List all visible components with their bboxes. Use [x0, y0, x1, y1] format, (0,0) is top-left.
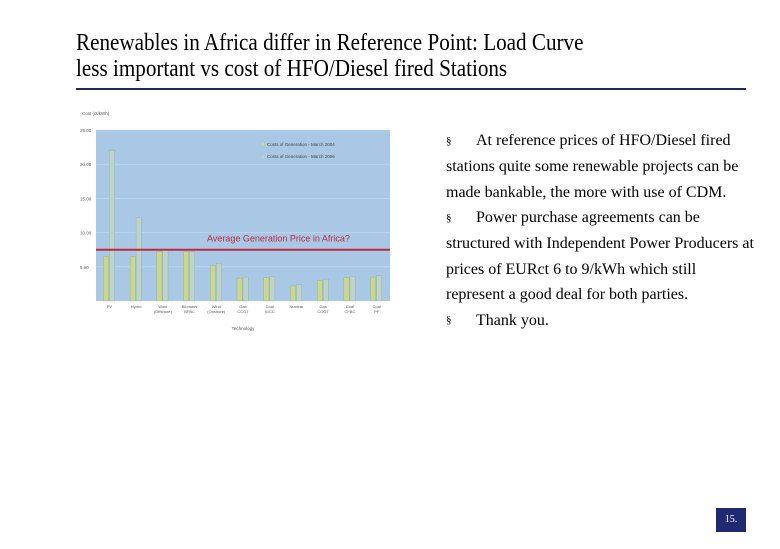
page-number: 15.: [716, 508, 746, 532]
y-tick-label: 5.00: [80, 264, 89, 270]
legend-swatch: [262, 143, 265, 146]
chart-bar: [190, 252, 195, 301]
x-tick-label: Biomass: [181, 304, 198, 309]
slide-title-line-2: less important vs cost of HFO/Diesel fired Stations: [76, 56, 508, 82]
chart-bar: [210, 265, 215, 301]
legend-label: Costs of Generation - March 2006: [267, 154, 335, 159]
legend-swatch: [262, 155, 265, 158]
chart-bar: [184, 252, 189, 301]
chart-bar: [243, 277, 248, 301]
y-tick-label: 20.00: [80, 162, 92, 168]
x-tick-label-line-2: PF: [374, 309, 380, 314]
slide-title: [76, 30, 583, 82]
y-tick-label: 10.00: [80, 230, 92, 236]
chart-bar: [109, 151, 114, 301]
chart-bar: [377, 276, 382, 301]
chart-bar: [216, 263, 221, 301]
bullet-text: Power purchase agreements can be structured with Independent Power Producers at prices of EURct 6 to 9/kWh which still represent a good deal for both parties.: [446, 209, 754, 304]
x-tick-label-line-2: (Offshore): [153, 309, 172, 314]
slide-title-line-1: Renewables in Africa differ in Reference Point: Load Curve: [76, 30, 584, 56]
x-tick-label-line-2: CFBC: [344, 309, 356, 314]
chart-bar: [136, 218, 141, 301]
x-tick-label: Hydro: [130, 304, 142, 309]
x-tick-label-line-2: COGT: [317, 309, 329, 314]
chart-bar: [237, 278, 242, 301]
x-tick-label-line-2: CCGT: [237, 309, 249, 314]
x-tick-label: Gas: [319, 304, 327, 309]
x-tick-label: Gas: [239, 304, 247, 309]
bullet-item: [446, 205, 756, 308]
x-axis-label: Technology: [231, 326, 255, 331]
chart-bar: [163, 250, 168, 301]
x-tick-label-line-2: IGCC: [264, 309, 275, 314]
x-tick-label: Wind: [211, 304, 221, 309]
bullet-list: [446, 128, 756, 334]
x-tick-label-line-2: BFBC: [184, 309, 195, 314]
x-tick-label: Coal: [265, 304, 274, 309]
chart-bar: [157, 252, 162, 301]
bullet-text: Thank you.: [476, 311, 549, 329]
x-tick-label: Nuclear: [289, 304, 304, 309]
chart-bar: [371, 277, 376, 301]
bullet-marker: §: [446, 314, 452, 327]
chart-bar: [317, 280, 322, 301]
cost-chart: [62, 108, 418, 340]
bullet-item: [446, 308, 756, 334]
chart-bar: [290, 286, 295, 301]
title-divider: [76, 88, 746, 90]
chart-bar: [350, 276, 355, 301]
x-tick-label: Coal: [372, 304, 381, 309]
chart-bar: [130, 257, 135, 301]
bullet-marker: §: [446, 134, 452, 147]
x-tick-label-line-2: (Onshore): [207, 309, 226, 314]
y-axis-label: Cost (ct/kWh): [82, 111, 110, 116]
bullet-marker: §: [446, 211, 452, 224]
x-tick-label: Wind: [158, 304, 168, 309]
chart-bar: [323, 279, 328, 301]
x-tick-label: Coal: [345, 304, 355, 309]
y-tick-label: 25.00: [80, 128, 92, 133]
chart-bar: [270, 276, 275, 301]
chart-bar: [296, 285, 301, 301]
bullet-item: [446, 128, 756, 205]
chart-bar: [344, 278, 349, 301]
chart-bar: [103, 257, 108, 301]
x-tick-label: PV: [106, 304, 113, 309]
reference-line-label: Average Generation Price in Africa?: [207, 233, 350, 244]
cost-chart-svg: [62, 108, 418, 340]
chart-bar: [264, 278, 269, 301]
bullet-text: At reference prices of HFO/Diesel fired stations quite some renewable projects can be made bankable, the more with use of CDM.: [446, 132, 739, 201]
legend-label: Costs of Generation - March 2004: [267, 142, 335, 147]
y-tick-label: 15.00: [80, 196, 92, 202]
